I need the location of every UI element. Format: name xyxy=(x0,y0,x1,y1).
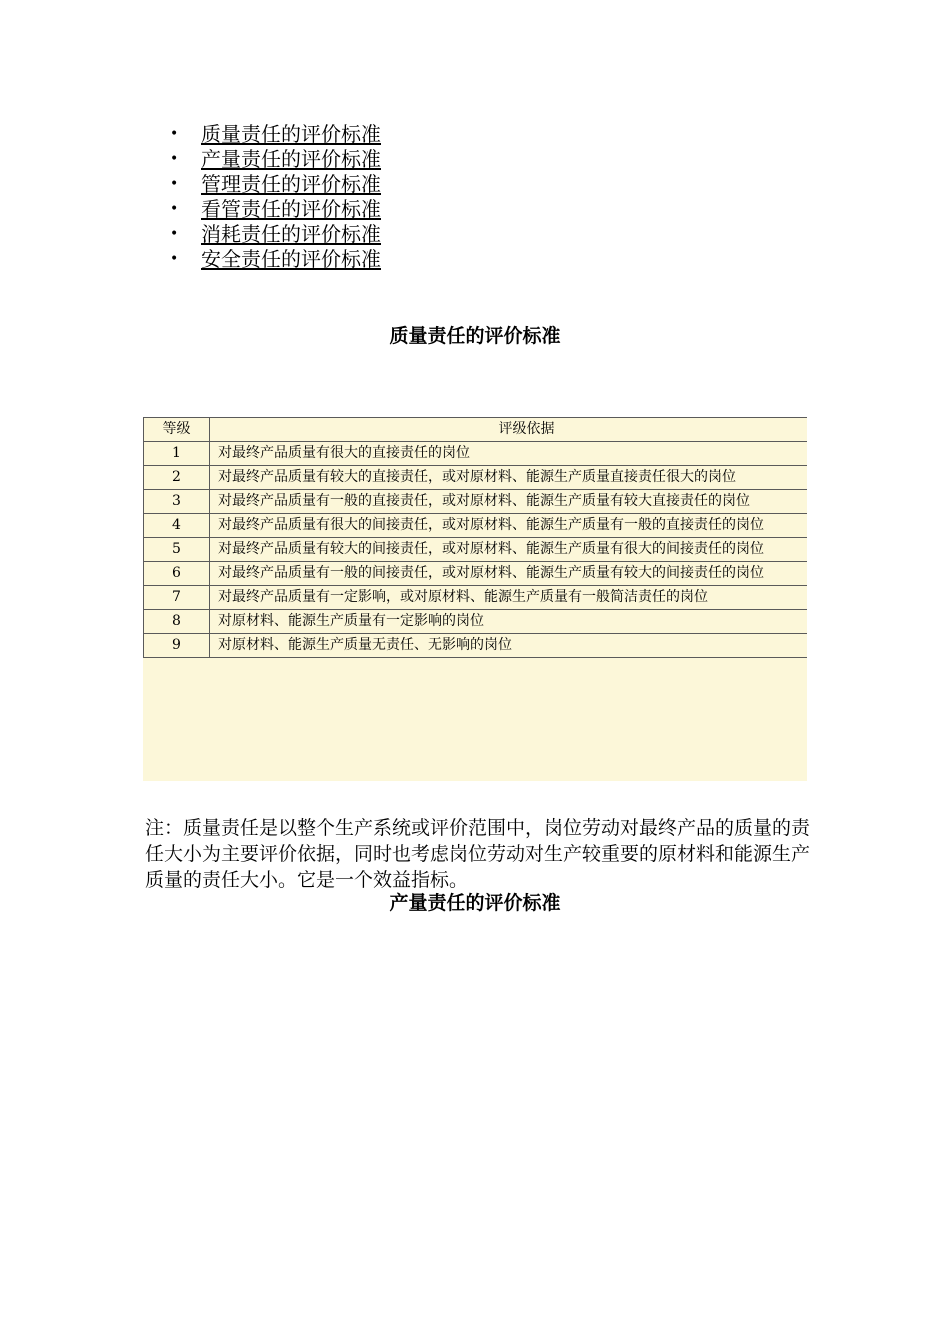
cell-level: 2 xyxy=(144,466,210,490)
toc-item xyxy=(164,197,381,222)
toc-item xyxy=(164,247,381,272)
cell-basis: 对原材料、能源生产质量有一定影响的岗位 xyxy=(210,610,808,634)
toc-link-consumption[interactable]: 消耗责任的评价标准 xyxy=(201,222,381,246)
cell-basis: 对最终产品质量有一般的直接责任，或对原材料、能源生产质量有较大直接责任的岗位 xyxy=(210,490,808,514)
toc-link-safety[interactable]: 安全责任的评价标准 xyxy=(201,247,381,271)
cell-level: 5 xyxy=(144,538,210,562)
bullet-icon: • xyxy=(170,226,179,242)
cell-level: 8 xyxy=(144,610,210,634)
toc-link-output[interactable]: 产量责任的评价标准 xyxy=(201,147,381,171)
section-title-quality: 质量责任的评价标准 xyxy=(389,325,561,347)
cell-basis: 对最终产品质量有较大的直接责任，或对原材料、能源生产质量直接责任很大的岗位 xyxy=(210,466,808,490)
cell-level: 9 xyxy=(144,634,210,658)
cell-level: 4 xyxy=(144,514,210,538)
cell-basis: 对最终产品质量有一定影响，或对原材料、能源生产质量有一般简洁责任的岗位 xyxy=(210,586,808,610)
bullet-icon: • xyxy=(170,176,179,192)
table-row xyxy=(144,442,808,466)
table-row xyxy=(144,634,808,658)
table-header-row xyxy=(144,418,808,442)
cell-level: 6 xyxy=(144,562,210,586)
table-row xyxy=(144,538,808,562)
table-row xyxy=(144,586,808,610)
cell-level: 7 xyxy=(144,586,210,610)
toc-item xyxy=(164,222,381,247)
cell-basis: 对原材料、能源生产质量无责任、无影响的岗位 xyxy=(210,634,808,658)
table-row xyxy=(144,562,808,586)
cell-level: 1 xyxy=(144,442,210,466)
bullet-icon: • xyxy=(170,251,179,267)
bullet-icon: • xyxy=(170,201,179,217)
cell-basis: 对最终产品质量有一般的间接责任，或对原材料、能源生产质量有较大的间接责任的岗位 xyxy=(210,562,808,586)
header-level: 等级 xyxy=(144,418,210,442)
toc-link-quality[interactable]: 质量责任的评价标准 xyxy=(201,122,381,146)
grade-table xyxy=(143,417,807,658)
cell-basis: 对最终产品质量有很大的间接责任，或对原材料、能源生产质量有一般的直接责任的岗位 xyxy=(210,514,808,538)
toc-item xyxy=(164,122,381,147)
cell-basis: 对最终产品质量有较大的间接责任，或对原材料、能源生产质量有很大的间接责任的岗位 xyxy=(210,538,808,562)
quality-note: 注：质量责任是以整个生产系统或评价范围中，岗位劳动对最终产品的质量的责任大小为主要评价依据，同时也考虑岗位劳动对生产较重要的原材料和能源生产质量的责任大小。它是一个效益指标。 xyxy=(145,817,811,891)
section-title-output: 产量责任的评价标准 xyxy=(389,892,561,914)
bullet-icon: • xyxy=(170,126,179,142)
table-row xyxy=(144,466,808,490)
table-of-contents xyxy=(164,122,381,272)
toc-link-custody[interactable]: 看管责任的评价标准 xyxy=(201,197,381,221)
cell-basis: 对最终产品质量有很大的直接责任的岗位 xyxy=(210,442,808,466)
toc-item xyxy=(164,147,381,172)
header-basis: 评级依据 xyxy=(210,418,808,442)
table-row xyxy=(144,490,808,514)
toc-item xyxy=(164,172,381,197)
bullet-icon: • xyxy=(170,151,179,167)
cell-level: 3 xyxy=(144,490,210,514)
table-row xyxy=(144,610,808,634)
grade-table-container xyxy=(143,417,807,781)
toc-link-management[interactable]: 管理责任的评价标准 xyxy=(201,172,381,196)
table-row xyxy=(144,514,808,538)
